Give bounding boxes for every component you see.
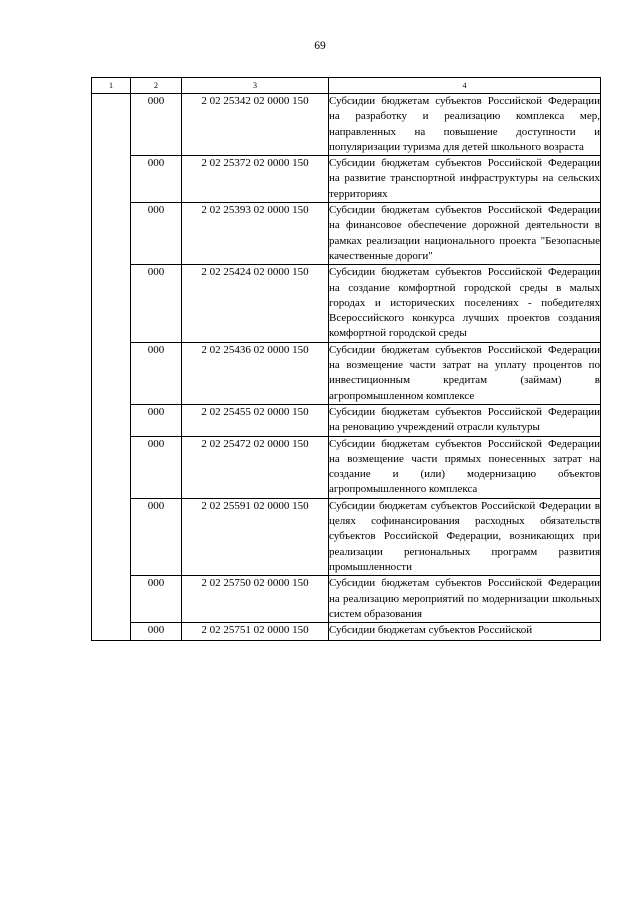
admin-code-cell: 000 bbox=[131, 342, 182, 404]
budget-code-cell: 2 02 25393 02 0000 150 bbox=[182, 203, 329, 265]
admin-code-cell: 000 bbox=[131, 156, 182, 203]
description-cell: Субсидии бюджетам субъектов Российской Федерации на разработку и реализацию комплекса мер, направленных на повышение доступности и популяризации туризма для детей школьного возраста bbox=[329, 94, 601, 156]
admin-code-cell: 000 bbox=[131, 498, 182, 575]
table-row bbox=[92, 576, 601, 623]
description-cell: Субсидии бюджетам субъектов Российской Федерации на финансовое обеспечение дорожной деятельности в рамках реализации национального проекта "Безопасные качественные дороги" bbox=[329, 203, 601, 265]
description-cell: Субсидии бюджетам субъектов Российской Федерации на реализацию мероприятий по модернизации школьных систем образования bbox=[329, 576, 601, 623]
budget-code-cell: 2 02 25751 02 0000 150 bbox=[182, 623, 329, 641]
column-header-2: 2 bbox=[131, 78, 182, 94]
revenue-codes-table bbox=[91, 77, 601, 641]
admin-code-cell: 000 bbox=[131, 94, 182, 156]
page-number: 69 bbox=[314, 40, 326, 52]
budget-code-cell: 2 02 25472 02 0000 150 bbox=[182, 436, 329, 498]
table-row bbox=[92, 436, 601, 498]
empty-column-1-cell bbox=[92, 94, 131, 641]
description-cell: Субсидии бюджетам субъектов Российской bbox=[329, 623, 601, 641]
budget-code-cell: 2 02 25750 02 0000 150 bbox=[182, 576, 329, 623]
admin-code-cell: 000 bbox=[131, 203, 182, 265]
budget-code-cell: 2 02 25591 02 0000 150 bbox=[182, 498, 329, 575]
description-cell: Субсидии бюджетам субъектов Российской Федерации в целях софинансирования расходных обязательств субъектов Российской Федерации, возникающих при реализации региональных программ развития промышленности bbox=[329, 498, 601, 575]
admin-code-cell: 000 bbox=[131, 265, 182, 342]
table-row bbox=[92, 156, 601, 203]
column-header-1: 1 bbox=[92, 78, 131, 94]
budget-code-cell: 2 02 25424 02 0000 150 bbox=[182, 265, 329, 342]
table-row bbox=[92, 94, 601, 156]
admin-code-cell: 000 bbox=[131, 623, 182, 641]
description-cell: Субсидии бюджетам субъектов Российской Федерации на создание комфортной городской среды в малых городах и исторических поселениях - победителях Всероссийского конкурса лучших проектов создания комфортной городской среды bbox=[329, 265, 601, 342]
table-row bbox=[92, 203, 601, 265]
table-row bbox=[92, 342, 601, 404]
admin-code-cell: 000 bbox=[131, 436, 182, 498]
column-header-4: 4 bbox=[329, 78, 601, 94]
description-cell: Субсидии бюджетам субъектов Российской Федерации на возмещение части затрат на уплату процентов по инвестиционным кредитам (займам) в агропромышленном комплексе bbox=[329, 342, 601, 404]
description-cell: Субсидии бюджетам субъектов Российской Федерации на реновацию учреждений отрасли культуры bbox=[329, 404, 601, 436]
column-header-3: 3 bbox=[182, 78, 329, 94]
budget-code-cell: 2 02 25342 02 0000 150 bbox=[182, 94, 329, 156]
admin-code-cell: 000 bbox=[131, 576, 182, 623]
budget-code-cell: 2 02 25372 02 0000 150 bbox=[182, 156, 329, 203]
admin-code-cell: 000 bbox=[131, 404, 182, 436]
description-cell: Субсидии бюджетам субъектов Российской Федерации на возмещение части прямых понесенных затрат на создание и (или) модернизацию объектов агропромышленного комплекса bbox=[329, 436, 601, 498]
table-row bbox=[92, 404, 601, 436]
description-cell: Субсидии бюджетам субъектов Российской Федерации на развитие транспортной инфраструктуры на сельских территориях bbox=[329, 156, 601, 203]
budget-code-cell: 2 02 25436 02 0000 150 bbox=[182, 342, 329, 404]
table-row bbox=[92, 265, 601, 342]
table-row bbox=[92, 623, 601, 641]
table-row bbox=[92, 498, 601, 575]
header-row bbox=[92, 78, 601, 94]
budget-code-cell: 2 02 25455 02 0000 150 bbox=[182, 404, 329, 436]
